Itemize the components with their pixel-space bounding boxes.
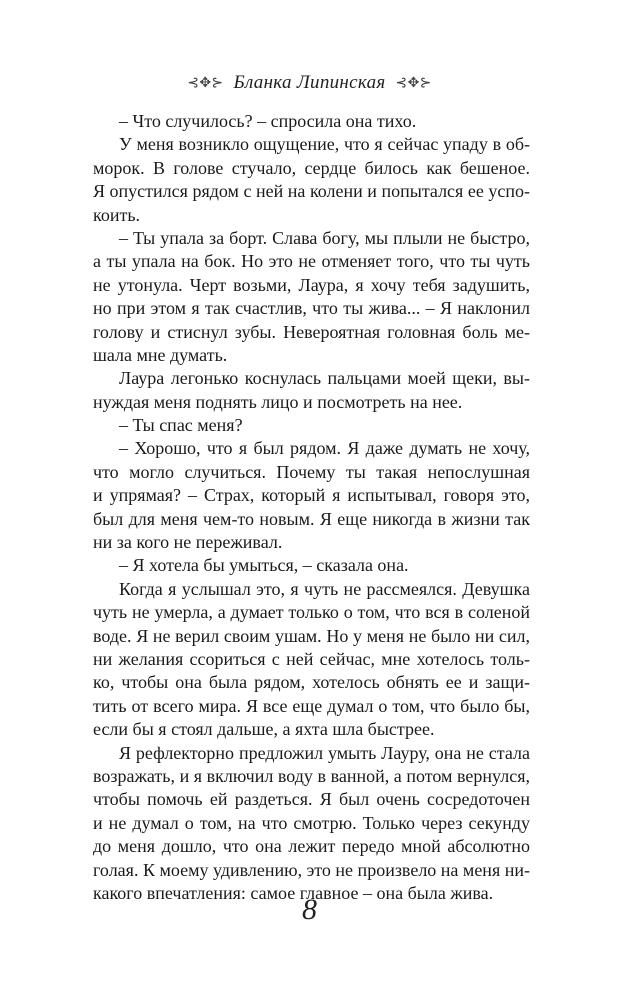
text-line: ко, чтобы она была рядом, хотелось обнять ее и защи- [93,672,530,693]
text-line: коить. [93,204,141,225]
text-line: ни желания ссориться с ней сейчас, мне хотелось толь- [93,648,530,669]
text-line: возражать, и я включил воду в ванной, а потом вернулся, [93,765,530,786]
text-line: ни за кого не переживал. [93,532,283,553]
text-line: голая. К моему удивлению, это не произвело на меня ни- [93,859,530,880]
paragraph [93,554,530,577]
paragraph [93,110,530,133]
text-line: если бы я стоял дальше, а яхта шла быстрее. [93,719,435,740]
text-line: какого впечатления: самое главное – она была жива. [93,882,494,903]
text-line: тить от всего мира. Я все еще думал о том, что было бы, [93,695,530,716]
text-line: Я рефлекторно предложил умыть Лауру, она не стала [119,742,530,763]
paragraph [93,133,530,227]
text-line: не утонула. Черт возьми, Лаура, я хочу тебя задушить, [93,274,530,295]
page-number: 8 [302,893,317,926]
running-header [0,72,619,94]
text-line: что могло случиться. Почему ты такая непослушная [93,461,530,482]
text-line: и упрямая? – Страх, который я испытывал, говоря это, [93,485,530,506]
paragraph [93,414,530,437]
paragraph [93,367,530,414]
paragraph [93,578,530,742]
text-line: но при этом я так счастлив, что ты жива... – Я наклонил [93,298,530,319]
text-line: Лаура легонько коснулась пальцами моей щеки, вы- [119,368,530,389]
text-line: шала мне думать. [93,344,228,365]
text-line: – Я хотела бы умыться, – сказала она. [119,555,409,576]
body-text [93,110,530,905]
author-name: Бланка Липинская [233,72,386,93]
right-ornament-icon: ⊰✥⊱ [395,76,432,91]
text-line: голову и стиснул зубы. Невероятная головная боль ме- [93,321,530,342]
text-line: чуть не умерла, а думает только о том, что вся в соленой [93,602,530,623]
text-line: Когда я услышал это, я чуть не рассмеялся. Девушка [119,578,530,599]
text-line: чтобы помочь ей раздеться. Я был очень сосредоточен [93,789,530,810]
paragraph [93,437,530,554]
left-ornament-icon: ⊰✥⊱ [187,76,224,91]
text-line: – Ты спас меня? [119,415,243,436]
text-line: морок. В голове стучало, сердце билось как бешеное. [93,157,530,178]
text-line: а ты упала на бок. Но это не отменяет того, что ты чуть [93,251,530,272]
text-line: – Хорошо, что я был рядом. Я даже думать не хочу, [119,438,530,459]
paragraph [93,742,530,906]
paragraph [93,227,530,367]
text-line: нуждая меня поднять лицо и посмотреть на нее. [93,391,463,412]
text-line: был для меня чем-то новым. Я еще никогда в жизни так [93,508,530,529]
text-line: – Ты упала за борт. Слава богу, мы плыли не быстро, [119,227,530,248]
text-line: У меня возникло ощущение, что я сейчас упаду в об- [119,134,530,155]
text-line: воде. Я не верил своим ушам. Но у меня не было ни сил, [93,625,530,646]
text-line: Я опустился рядом с ней на колени и попытался ее успо- [93,181,530,202]
text-line: – Что случилось? – спросила она тихо. [119,111,417,131]
text-line: до меня дошло, что она лежит передо мной абсолютно [93,836,530,857]
text-line: и не думал о том, на что смотрю. Только через секунду [93,812,530,833]
